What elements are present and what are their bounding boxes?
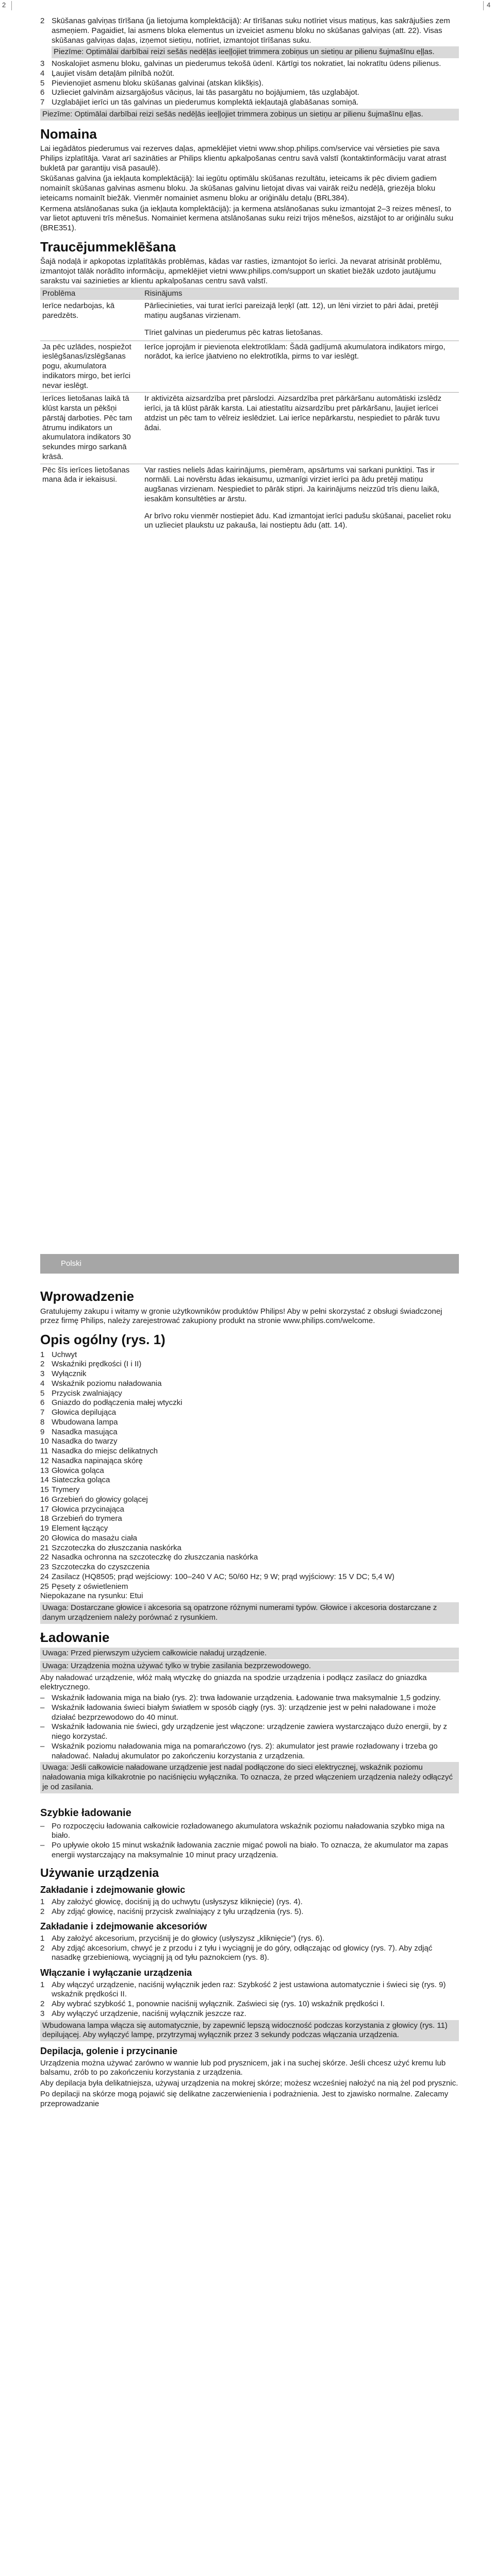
step-item: 2 Aby wybrać szybkość 1, ponownie naciśnij wyłącznik. Zaświeci się (rys. 10) wskaźnik prędkości I.	[40, 1999, 385, 2008]
parts-list-item: 14 Siateczka goląca	[40, 1476, 110, 1485]
step-item: 1 Aby założyć akcesorium, przyciśnij je do głowicy (usłyszysz „kliknięcie”) (rys. 6).	[40, 1934, 325, 1943]
list-item: – Po upływie około 15 minut wskaźnik ładowania zacznie migać powoli na biało. To oznacza, że akumulator ma zapas energii wystarczający na maksymalnie 10 minut pracy urządzenia.	[40, 1841, 449, 1859]
paragraph: Aby naładować urządzenie, włóż małą wtyczkę do gniazda na spodzie urządzenia i podłącz zasilacz do gniazdka elektrycznego.	[40, 1673, 427, 1692]
section-title: Ładowanie	[40, 1629, 110, 1645]
step-item: 5 Pievienojiet asmenu bloku skūšanas galvinai (atskan klikšķis).	[40, 78, 264, 88]
table-cell: Ierīce joprojām ir pievienota elektrotīklam: Šādā gadījumā akumulatora indikators mirgo, norādot, ka ierīce jāatvieno no elektrotīkla, pirms to var ieslēgt.	[142, 341, 459, 393]
latvian-section	[40, 16, 459, 533]
section-title: Opis ogólny (rys. 1)	[40, 1332, 166, 1347]
parts-list-item: 7 Głowica depilująca	[40, 1408, 117, 1417]
table-header: Risinājums	[144, 289, 183, 298]
parts-list-item: 23 Szczoteczka do czyszczenia	[40, 1563, 150, 1571]
note: Uwaga: Przed pierwszym użyciem całkowicie naładuj urządzenie.	[40, 1648, 459, 1659]
note: Wbudowana lampa włącza się automatycznie, by zapewnić lepszą widoczność podczas korzystania z głowicy (rys. 11) depilującej. Aby wyłączyć lampę, przytrzymaj wyłącznik przez 3 sekundy podczas włączania urządzenia.	[40, 2020, 459, 2042]
step-item: 2 Skūšanas galviņas tīrīšana (ja lietojuma komplektācijā): Ar tīrīšanas suku notīriet visus matiņus, kas sakrājušies zem asmeņiem. Pagaidiet, lai asmens bloka elementus un izveiciet asmenu bloku no skūšanas galviņas (att. 22). Visas skūšanas galviņas daļas, izņemot sietiņu, notīriet, izmantojot tīrīšanas suku.	[40, 16, 450, 45]
table-cell: Ierīce nedarbojas, kā paredzēts.	[40, 300, 142, 341]
note: Uwaga: Jeśli całkowicie naładowane urządzenie jest nadal podłączone do sieci elektrycznej, wskaźnik poziomu naładowania miga kilkakrotnie po naciśnięciu wyłącznika. To oznacza, że przed włączeniem urządzenia należy odłączyć je od zasilania.	[40, 1762, 459, 1793]
table-cell: Pēc šīs ierīces lietošanas mana āda ir iekaisusi.	[42, 465, 130, 484]
note: Piezīme: Optimālai darbībai reizi sešās nedēļās ieeļļojiet trimmera zobiņus un sietiņu ar pilienu šujmašīnu eļļas.	[40, 109, 459, 121]
section-title: Traucējummeklēšana	[40, 239, 176, 255]
table-header: Problēma	[42, 289, 76, 298]
parts-list-item: 6 Gniazdo do podłączenia małej wtyczki	[40, 1398, 183, 1408]
paragraph: Po depilacji na skórze mogą pojawić się delikatne zaczerwienienia i podrażnienia. Jest to zjawisko normalne. Zalecamy przeprowadzanie	[40, 2089, 449, 2108]
parts-list-item: 16 Grzebień do głowicy golącej	[40, 1495, 148, 1504]
table-cell: Ir aktivizēta aizsardzība pret pārslodzi. Aizsardzība pret pārkāršanu automātiski izslēdz ierīci, ja tā klūst pārāk karsta. Lai atiestatītu aizsardzību pret pārkāršanu, ļaujiet ierīcei atdzist un pēc tam to vēlreiz ieslēdziet. Lai ierīce nepārkarstu, nespiediet to pārāk tuvu ādai.	[142, 393, 459, 464]
parts-list-item: 11 Nasadka do miejsc delikatnych	[40, 1447, 158, 1455]
parts-list-item: 9 Nasadka masująca	[40, 1427, 118, 1436]
parts-list-item: 15 Trymery	[40, 1485, 80, 1494]
step-item: 4 Ļaujiet visām detaļām pilnībā nožūt.	[40, 69, 175, 78]
paragraph: Skūšanas galvina (ja iekļauta komplektācijā): lai iegūtu optimālu skūšanas rezultātu, ieteicams ik pēc diviem gadiem nomainīt skūšanas galvinas asmenu bloku. Ja skūšanas galvinu lietojat divas vai vairāk reižu nedēļā, griezēja bloku ieteicams nomainīt biežāk. Vienmēr nomainiet asmenu bloku ar oriģinālu detaļu (BRL384).	[40, 174, 437, 202]
note: Uwaga: Dostarczane głowice i akcesoria są opatrzone różnymi numerami typów. Głowice i akcesoria dostarczane z danym urządzeniem należy porównać z rysunkiem.	[40, 1602, 459, 1624]
subsection-title: Szybkie ładowanie	[40, 1807, 131, 1819]
language-label: Polski	[61, 1259, 82, 1268]
parts-list-item: 19 Element łączący	[40, 1524, 108, 1533]
table-cell: Ja pēc uzlādes, nospiežot ieslēgšanas/izslēgšanas pogu, akumulatora indikators mirgo, bet ierīci nevar ieslēgt.	[40, 341, 142, 393]
table-row	[40, 341, 459, 393]
parts-list-item: 18 Grzebień do trymera	[40, 1514, 122, 1523]
table-cell: Ierīces lietošanas laikā tā klūst karsta un pēkšņi pārstāj darboties. Pēc tam ātrumu indikators un akumulatora indikators 30 sekundes mirgo sarkanā krāsā.	[40, 393, 142, 464]
crop-mark	[11, 1, 12, 10]
step-item: 3 Noskalojiet asmenu bloku, galvinas un piederumus tekošā ūdenī. Kārtīgi tos nokratiet, lai nokratītu ūdens pilienus.	[40, 59, 441, 68]
table-row	[40, 464, 459, 533]
parts-list-item: 8 Wbudowana lampa	[40, 1417, 118, 1427]
list-item: – Po rozpoczęciu ładowania całkowicie rozładowanego akumulatora wskaźnik poziomu naładowania szybko miga na biało.	[40, 1821, 445, 1840]
page-number: 4	[487, 1, 491, 9]
subsection-title: Depilacja, golenie i przycinanie	[40, 2046, 178, 2056]
page-number: 2	[2, 1, 6, 9]
troubleshooting-table	[40, 287, 459, 534]
parts-list-item: 10 Nasadka do twarzy	[40, 1437, 118, 1446]
step-item: 6 Uzlieciet galvinām aizsargājošus vāciņus, lai tās pasargātu no bojājumiem, tās uzglabājot.	[40, 88, 359, 97]
step-item: 2 Aby zdjąć akcesorium, chwyć je z przodu i z tyłu i wyciągnij je do góry, odłączając od głowicy (rys. 7). Aby zdjąć nasadkę grzebieniową, wyciągnij ją od tyłu paznokciem (rys. 8).	[40, 1943, 433, 1962]
table-row	[40, 300, 459, 341]
list-item: – Wskaźnik ładowania miga na biało (rys. 2): trwa ładowanie urządzenia. Ładowanie trwa maksymalnie 1,5 godziny.	[40, 1693, 441, 1702]
section-title: Nomaina	[40, 126, 97, 142]
subsection-title: Włączanie i wyłączanie urządzenia	[40, 1968, 192, 1978]
paragraph: Urządzenia można używać zarówno w wannie lub pod prysznicem, jak i na suchej skórze. Jeśli chcesz użyć kremu lub balsamu, zrób to po zakończeniu korzystania z urządzenia.	[40, 2058, 446, 2077]
parts-list-item: 3 Wyłącznik	[40, 1369, 87, 1378]
list-item: – Wskaźnik ładowania nie świeci, gdy urządzenie jest włączone: urządzenie zawiera wystarczająco dużo energii, by z niego korzystać.	[40, 1722, 448, 1741]
parts-list-item: 1 Uchwyt	[40, 1350, 77, 1359]
table-cell: Var rasties neliels ādas kairinājums, piemēram, apsārtums vai sarkani punktiņi. Tas ir normāli. Lai novērstu ādas iekaisumu, uzmanīgi virziet ierīci pa ādu pretēji matiņu augšanas virzienam. Nespiediet to pārāk stipri. Ja kairinājums neizzūd trīs dienu laikā, iesakām konsultēties ar ārstu. Ar brīvo roku vienmēr nostiepiet ādu. Kad izmantojat ierīci padušu skūšanai, paceliet roku un uzlieciet plaukstu uz pakauša, lai nostieptu ādu (att. 14).	[144, 465, 451, 530]
step-item: 7 Uzglabājiet ierīci un tās galvinas un piederumus komplektā iekļautajā glabāšanas somiņā.	[40, 98, 359, 107]
paragraph: Niepokazane na rysunku: Etui	[40, 1591, 143, 1601]
parts-list-item: 25 Pęsety z oświetleniem	[40, 1582, 128, 1591]
step-item: 2 Aby zdjąć głowicę, naciśnij przycisk zwalniający z tyłu urządzenia (rys. 5).	[40, 1907, 304, 1916]
parts-list-item: 24 Zasilacz (HQ8505; prąd wejściowy: 100–240 V AC; 50/60 Hz; 9 W; prąd wyjściowy: 15 V DC; 5,4 W)	[40, 1572, 394, 1581]
parts-list-item: 13 Głowica goląca	[40, 1466, 104, 1475]
subsection-title: Zakładanie i zdejmowanie głowic	[40, 1885, 186, 1895]
table-cell: Pārliecinieties, vai turat ierīci pareizajā leņķī (att. 12), un lēni virziet to pāri ādai, pretēji matiņu augšanas virzienam. Tīriet galvinas un piederumus pēc katras lietošanas.	[142, 300, 459, 341]
parts-list-item: 2 Wskaźniki prędkości (I i II)	[40, 1360, 142, 1369]
table-row	[40, 393, 459, 464]
paragraph: Kermena atslānošanas suka (ja iekļauta komplektācijā): ja kermena atslānošanas suku izmantojat 2–3 reizes mēnesī, to var lietot aptuveni trīs mēnešus. Nomainiet kermena atslānošanas suku reizi trijos mēnešos, aizstājot to ar oriģinālu suku (BRE351).	[40, 204, 454, 232]
list-item: – Wskaźnik ładowania świeci białym światłem w sposób ciągły (rys. 3): urządzenie jest w pełni naładowane i może działać bezprzewodowo do 40 minut.	[40, 1703, 436, 1722]
parts-list-item: 5 Przycisk zwalniający	[40, 1388, 122, 1398]
polish-section	[40, 1283, 459, 2110]
section-title: Wprowadzenie	[40, 1289, 135, 1304]
note: Piezīme: Optimālai darbībai reizi sešās nedēļās ieeļļojiet trimmera zobiņus un sietiņu ar pilienu šujmašīnu eļļas.	[52, 46, 459, 58]
step-item: 3 Aby wyłączyć urządzenie, naciśnij wyłącznik jeszcze raz.	[40, 2009, 246, 2018]
parts-list-item: 17 Głowica przycinająca	[40, 1504, 124, 1514]
subsection-title: Zakładanie i zdejmowanie akcesoriów	[40, 1921, 207, 1932]
paragraph: Aby depilacja była delikatniejsza, używaj urządzenia na mokrej skórze; możesz wcześniej nałożyć na nią żel pod prysznic.	[40, 2079, 458, 2088]
parts-list-item: 21 Szczoteczka do złuszczania naskórka	[40, 1543, 182, 1552]
parts-list-item: 4 Wskaźnik poziomu naładowania	[40, 1379, 162, 1388]
paragraph: Gratulujemy zakupu i witamy w gronie użytkowników produktów Philips! Aby w pełni skorzystać z obsługi świadczonej przez firmę Philips, należy zarejestrować zakupiony produkt na stronie www.philips.com/welcome.	[40, 1307, 442, 1326]
paragraph: Šajā nodaļā ir apkopotas izplatītākās problēmas, kādas var rasties, izmantojot šo ierīci. Ja nevarat atrisināt problēmu, izmantojot tālāk norādīto informāciju, apmeklējiet vietni www.philips.com/support un skatiet biežāk uzdoto jautājumu sarakstu vai sazinieties ar klientu apkalpošanas centru savā valstī.	[40, 257, 442, 285]
language-bar	[40, 1254, 459, 1274]
step-item: 1 Aby włączyć urządzenie, naciśnij wyłącznik jeden raz: Szybkość 2 jest ustawiona automatycznie i świeci się (rys. 9) wskaźnik prędkości II.	[40, 1980, 446, 1999]
parts-list-item: 12 Nasadka napinająca skórę	[40, 1456, 143, 1465]
paragraph: Lai iegādātos piederumus vai rezerves daļas, apmeklējiet vietni www.shop.philips.com/service vai vērsieties pie sava Philips izplatītāja. Varat arī sazināties ar Philips klientu apkalpošanas centru savā valstī (kontaktinformāciju varat atrast bukletā par garantiju visā pasaulē).	[40, 144, 447, 173]
list-item: – Wskaźnik poziomu naładowania miga na pomarańczowo (rys. 2): akumulator jest prawie rozładowany i trzeba go naładować. Naładuj akumulator po zakończeniu korzystania z urządzenia.	[40, 1741, 438, 1760]
parts-list	[40, 1350, 459, 1592]
crop-mark	[483, 1, 484, 10]
parts-list-item: 22 Nasadka ochronna na szczoteczkę do złuszczania naskórka	[40, 1553, 258, 1562]
parts-list-item: 20 Głowica do masażu ciała	[40, 1533, 137, 1543]
note: Uwaga: Urządzenia można używać tylko w trybie zasilania bezprzewodowego.	[40, 1660, 459, 1672]
step-item: 1 Aby założyć głowicę, dociśnij ją do uchwytu (usłyszysz kliknięcie) (rys. 4).	[40, 1897, 303, 1906]
section-title: Używanie urządzenia	[40, 1866, 159, 1879]
